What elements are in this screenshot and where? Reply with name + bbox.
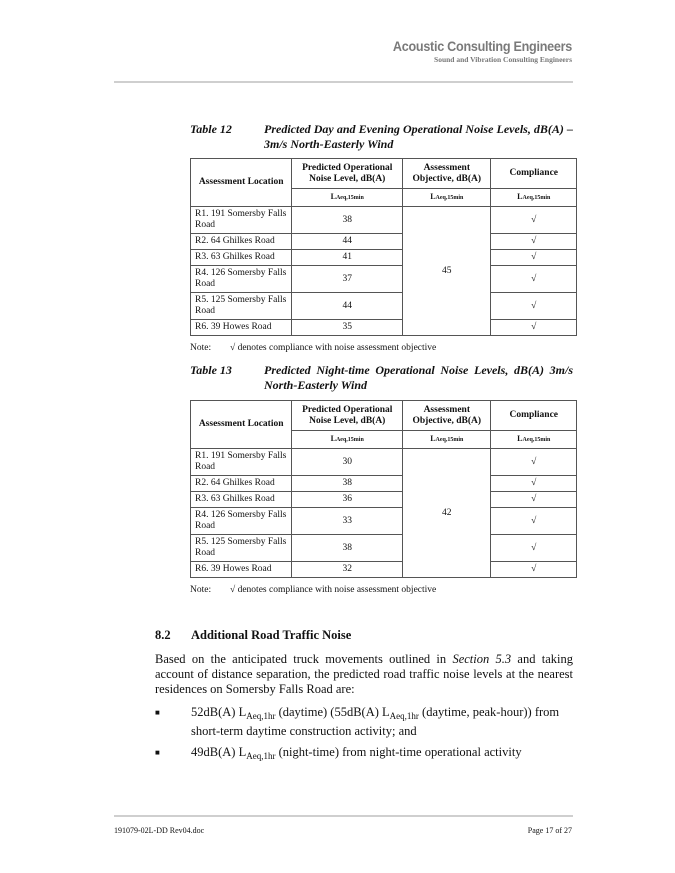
bullet-icon: ■ bbox=[155, 748, 160, 757]
table-row bbox=[191, 250, 577, 266]
table12-sub-objective: LAeq,15min bbox=[403, 189, 491, 207]
bullet-text: 49dB(A) $L_{Aeq,1hr}$ (night-time) from night-time operational activity bbox=[191, 745, 522, 761]
company-tagline: Sound and Vibration Consulting Engineers bbox=[434, 55, 572, 64]
table13-sub-level: LAeq,15min bbox=[292, 431, 403, 449]
compliance-cell: √ bbox=[491, 207, 577, 234]
bullet-icon: ■ bbox=[155, 708, 160, 717]
bullet-item bbox=[155, 705, 573, 737]
company-brand bbox=[373, 38, 572, 64]
table13-sub-objective: LAeq,15min bbox=[403, 431, 491, 449]
section-number: 8.2 bbox=[155, 628, 171, 642]
level-cell: 35 bbox=[292, 320, 403, 336]
compliance-cell: √ bbox=[491, 508, 577, 535]
compliance-cell: √ bbox=[491, 250, 577, 266]
table13-note bbox=[190, 585, 437, 595]
level-cell: 37 bbox=[292, 266, 403, 293]
level-cell: 30 bbox=[292, 449, 403, 476]
level-cell: 44 bbox=[292, 234, 403, 250]
table13-note-text: √ denotes compliance with noise assessment objective bbox=[230, 585, 437, 595]
compliance-cell: √ bbox=[491, 476, 577, 492]
compliance-cell: √ bbox=[491, 266, 577, 293]
bullet-text: 52dB(A) $L_{Aeq,1hr}$ (daytime) (55dB(A) $L_{Aeq,1hr}$ (daytime, peak-hour)) from short-term daytime construction activity; and bbox=[191, 705, 560, 738]
location-cell: R5. 125 Somersby Falls Road bbox=[191, 535, 292, 562]
table12-sub-level: LAeq,15min bbox=[292, 189, 403, 207]
table12-sub-compliance: LAeq,15min bbox=[491, 189, 577, 207]
table-row bbox=[191, 234, 577, 250]
section-title: Additional Road Traffic Noise bbox=[191, 628, 352, 642]
table-row bbox=[191, 492, 577, 508]
location-cell: R1. 191 Somersby Falls Road bbox=[191, 207, 292, 234]
compliance-cell: √ bbox=[491, 320, 577, 336]
table12-label: Table 12 bbox=[190, 122, 232, 136]
level-cell: 38 bbox=[292, 207, 403, 234]
compliance-cell: √ bbox=[491, 449, 577, 476]
table13-label: Table 13 bbox=[190, 363, 232, 377]
bullet-item bbox=[155, 745, 573, 763]
footer-page: Page 17 of 27 bbox=[527, 826, 572, 835]
table13-caption bbox=[190, 363, 573, 395]
compliance-cell: √ bbox=[491, 562, 577, 578]
table-row bbox=[191, 207, 577, 234]
table-row bbox=[191, 535, 577, 562]
location-cell: R4. 126 Somersby Falls Road bbox=[191, 266, 292, 293]
table-row bbox=[191, 320, 577, 336]
section-paragraph: Based on the anticipated truck movements outlined in Section 5.3 and taking account of distance separation, the predicted road traffic noise levels at the nearest residences on Somersby Falls Road are: bbox=[155, 652, 574, 696]
location-cell: R6. 39 Howes Road bbox=[191, 562, 292, 578]
table12-caption bbox=[190, 122, 573, 154]
location-cell: R6. 39 Howes Road bbox=[191, 320, 292, 336]
compliance-cell: √ bbox=[491, 234, 577, 250]
location-cell: R1. 191 Somersby Falls Road bbox=[191, 449, 292, 476]
table13-note-label: Note: bbox=[190, 585, 212, 595]
location-cell: R5. 125 Somersby Falls Road bbox=[191, 293, 292, 320]
location-cell: R3. 63 Ghilkes Road bbox=[191, 250, 292, 266]
level-cell: 36 bbox=[292, 492, 403, 508]
footer-rule bbox=[114, 815, 573, 817]
objective-cell: 45 bbox=[403, 207, 491, 336]
section-reference: Section 5.3 bbox=[452, 652, 512, 666]
table-row bbox=[191, 449, 577, 476]
compliance-cell: √ bbox=[491, 293, 577, 320]
table13-header-objective: Assessment Objective, dB(A) bbox=[403, 401, 491, 431]
table13-header-compliance: Compliance bbox=[491, 401, 577, 431]
table12-header-location: Assessment Location bbox=[191, 159, 292, 207]
level-cell: 38 bbox=[292, 476, 403, 492]
table13-header-level: Predicted Operational Noise Level, dB(A) bbox=[292, 401, 403, 431]
header-rule bbox=[114, 81, 573, 83]
level-cell: 38 bbox=[292, 535, 403, 562]
location-cell: R2. 64 Ghilkes Road bbox=[191, 476, 292, 492]
table12-note-text: √ denotes compliance with noise assessment objective bbox=[230, 343, 437, 353]
table13-sub-compliance: LAeq,15min bbox=[491, 431, 577, 449]
table13-header-location: Assessment Location bbox=[191, 401, 292, 449]
table-row bbox=[191, 293, 577, 320]
table13-title: Predicted Night-time Operational Noise Levels, dB(A) 3m/s North-Easterly Wind bbox=[264, 363, 573, 392]
table-row bbox=[191, 562, 577, 578]
footer-doc: 191079-02L-DD Rev04.doc bbox=[114, 826, 205, 835]
level-cell: 32 bbox=[292, 562, 403, 578]
table-row bbox=[191, 508, 577, 535]
table12-title: Predicted Day and Evening Operational Noise Levels, dB(A) – 3m/s North-Easterly Wind bbox=[264, 122, 573, 151]
compliance-cell: √ bbox=[491, 492, 577, 508]
table12-note-label: Note: bbox=[190, 343, 212, 353]
table13 bbox=[190, 400, 577, 578]
location-cell: R4. 126 Somersby Falls Road bbox=[191, 508, 292, 535]
location-cell: R2. 64 Ghilkes Road bbox=[191, 234, 292, 250]
level-cell: 44 bbox=[292, 293, 403, 320]
table12-header-compliance: Compliance bbox=[491, 159, 577, 189]
level-cell: 41 bbox=[292, 250, 403, 266]
table-row bbox=[191, 266, 577, 293]
table12-header-level: Predicted Operational Noise Level, dB(A) bbox=[292, 159, 403, 189]
location-cell: R3. 63 Ghilkes Road bbox=[191, 492, 292, 508]
table12-note bbox=[190, 343, 437, 353]
compliance-cell: √ bbox=[491, 535, 577, 562]
table-row bbox=[191, 476, 577, 492]
company-name: Acoustic Consulting Engineers bbox=[392, 38, 572, 54]
table12 bbox=[190, 158, 577, 336]
level-cell: 33 bbox=[292, 508, 403, 535]
table12-header-objective: Assessment Objective, dB(A) bbox=[403, 159, 491, 189]
objective-cell: 42 bbox=[403, 449, 491, 578]
